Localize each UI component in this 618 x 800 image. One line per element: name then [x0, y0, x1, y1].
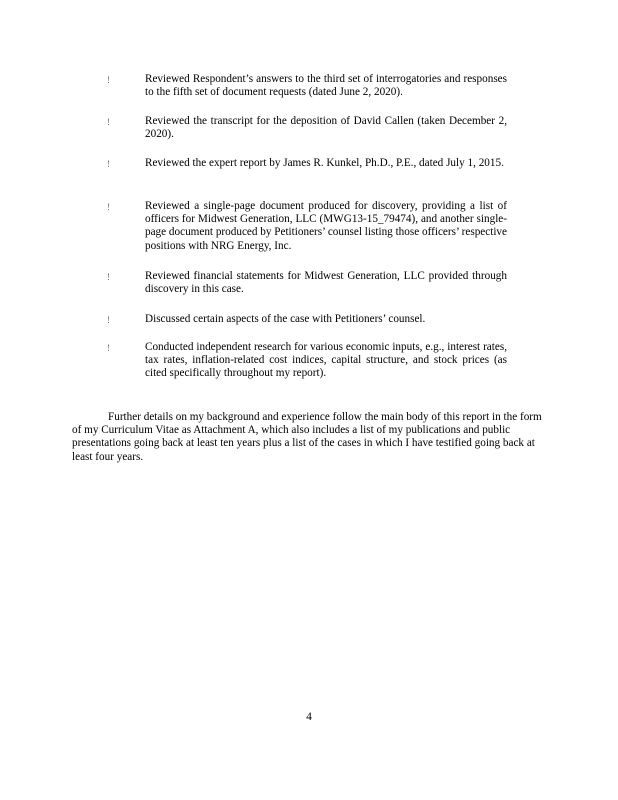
list-item-text: Reviewed a single-page document produced for discovery, providing a list of officers for Midwest Generation, LLC (MWG13-15_79474), and another single-page document produced by Petitioners’ counsel listing those officers’ respective positions with NRG Energy, Inc.	[145, 200, 507, 252]
list-item-text: Reviewed the expert report by James R. Kunkel, Ph.D., P.E., dated July 1, 2015.	[145, 157, 504, 169]
bullet-marker: !	[107, 202, 110, 212]
list-item-text: Reviewed financial statements for Midwest Generation, LLC provided through discovery in this case.	[145, 270, 507, 296]
bullet-marker: !	[107, 343, 110, 353]
bullet-marker: !	[107, 272, 110, 282]
bullet-marker: !	[107, 159, 110, 169]
bullet-marker: !	[107, 117, 110, 127]
list-item-text: Reviewed the transcript for the deposition of David Callen (taken December 2, 2020).	[145, 115, 507, 141]
page-number: 4	[306, 711, 312, 723]
background-paragraph: Further details on my background and experience follow the main body of this report in the form of my Curriculum Vitae as Attachment A, which also includes a list of my publications and public presentations going back at least ten years plus a list of the cases in which I have testified going back at least four years.	[72, 411, 542, 463]
list-item-text: Reviewed Respondent’s answers to the third set of interrogatories and responses to the fifth set of document requests (dated June 2, 2020).	[145, 73, 507, 99]
bullet-marker: !	[107, 75, 110, 85]
list-item-text: Conducted independent research for various economic inputs, e.g., interest rates, tax rates, inflation-related cost indices, capital structure, and stock prices (as cited specifically throughout my report).	[145, 341, 507, 380]
bullet-marker: !	[107, 315, 110, 325]
list-item-text: Discussed certain aspects of the case with Petitioners’ counsel.	[145, 313, 426, 325]
